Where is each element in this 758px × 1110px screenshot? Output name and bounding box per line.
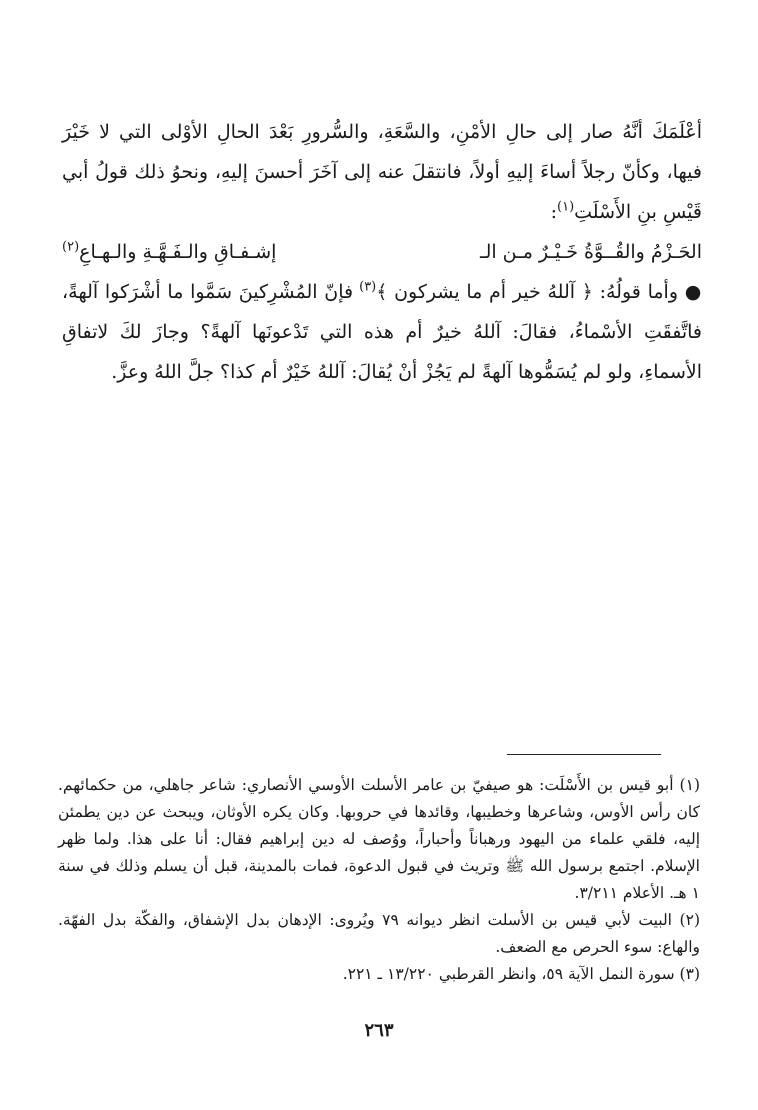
page-number: ٢٦٣ [364, 1020, 394, 1041]
paragraph-1 [62, 112, 702, 232]
paragraph-1-text: أعْلَمَكَ أنَّهُ صار إلى حالِ الأمْنِ، والسَّعَةِ، والسُّرورِ بَعْدَ الحالِ الأوْلى التي لا خَيْرَ فيها، وكأنّ رجلاً أساءَ إليهِ أولاً، فانتقلَ عنه إلى آخَرَ أحسنَ إليهِ، ونحوُ ذلك قولُ أبي قَيْسِ بنِ الأَسْلَتِ [62, 121, 702, 223]
verse-second-hemistich: إشـفـاقِ والـفَـهَّـةِ والـهـاعِ [79, 241, 277, 263]
poetry-verse [62, 232, 702, 272]
footnote-1: (١) أبو قيس بن الأَسْلَت: هو صيفيّ بن عامر الأسلت الأوسي الأنصاري: شاعر جاهلي، من حكمائهم. كان رأس الأوس، وشاعرها وخطيبها، وقائدها في حروبها. وكان يكره الأوثان، ويبحث عن دين يطمئن إليه، فلقي علماء من اليهود ورهباناً وأحباراً، ووُصف له دين إبراهيم فقال: أنا على هذا. ولما ظهر الإسلام. اجتمع برسول الله ﷺ وتريث في قبول الدعوة، فمات بالمدينة، قبل أن يسلم وذلك في سنة ١ هـ. الأعلام ٣/٢١١. [58, 776, 700, 902]
paragraph-1-end: : [550, 201, 557, 223]
paragraph-2-quote: وأما قولُهُ: ﴿ آللهُ خير أم ما يشركون ﴾ [376, 281, 678, 303]
bullet-icon: ● [684, 281, 702, 303]
paragraph-2-text: فإنّ المُشْرِكينَ سَمَّوا ما أشْرَكوا آلهةً، فاتَّفقَتِ الأسْماءُ، فقالَ: آللهُ خيرٌ أم هذه التي تَدْعونَها آلهةً؟ وجازَ لكَ لاتفاقِ الأسماءِ، ولو لم يُسَمُّوها آلهةً لم يَجُزْ أنْ يُقالَ: آللهُ خَيْرٌ أم كذا؟ جلَّ اللهُ وعزَّ. [62, 281, 702, 383]
footnote-2: (٢) البيت لأبي قيس بن الأسلت انظر ديوانه ٧٩ ويُروى: الإدهان بدل الإشفاق، والفكّة بدل الفهّة. والهاع: سوء الحرص مع الضعف. [58, 911, 700, 956]
footnote-ref-3: (٣) [359, 279, 377, 295]
footnote-separator [507, 754, 661, 755]
footnote-ref-2: (٢) [62, 239, 80, 255]
verse-second-hemistich-wrap [62, 232, 276, 272]
main-text [62, 112, 702, 392]
footnote-ref-1: (١) [557, 199, 575, 215]
footnote-3: (٣) سورة النمل الآية ٥٩، وانظر القرطبي ١٣/٢٢٠ ـ ٢٢١. [342, 965, 700, 983]
paragraph-2 [62, 272, 702, 392]
footnotes [58, 772, 700, 988]
verse-first-hemistich: الحَـزْمُ والقُــوَّةُ خَـيْـرٌ مـن الـ [480, 241, 702, 263]
